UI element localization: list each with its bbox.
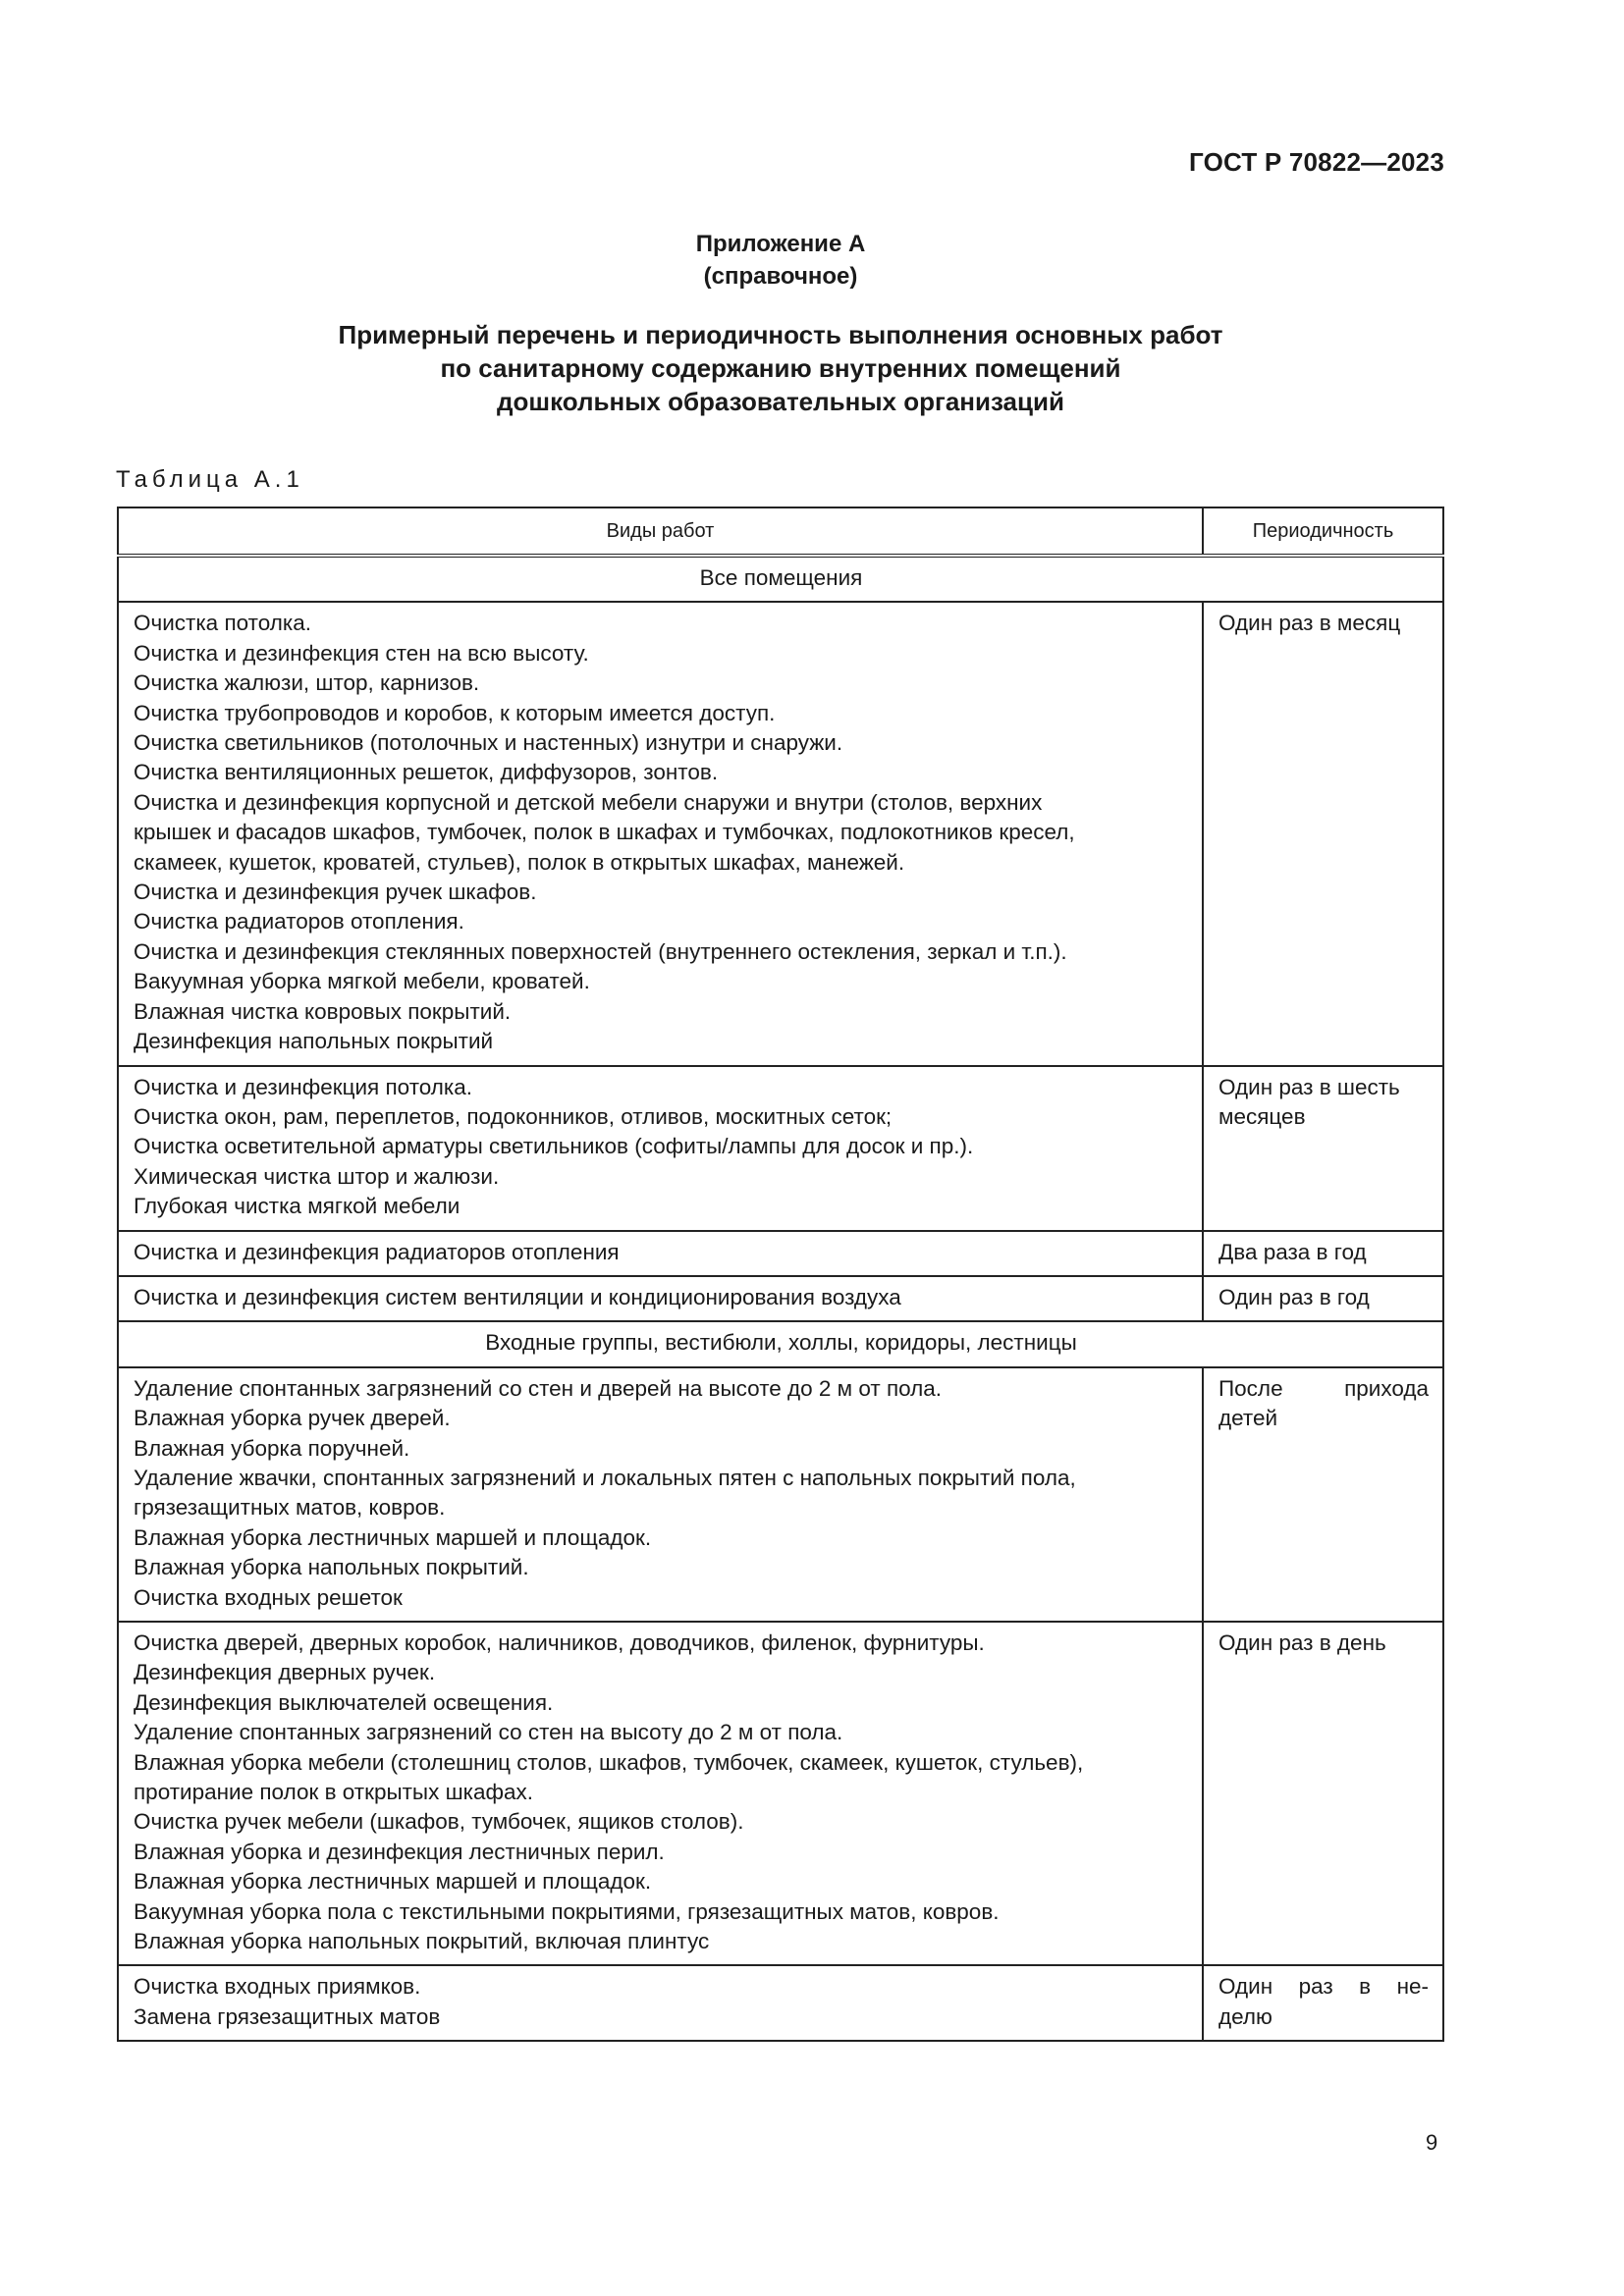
document-code: ГОСТ Р 70822—2023 [1189,147,1444,177]
work-item: Дезинфекция напольных покрытий [134,1029,494,1054]
table-row [118,1965,1443,2041]
work-item: Очистка светильников (потолочных и настенных) изнутри и снаружи. [134,730,843,756]
work-item: Влажная уборка лестничных маршей и площадок. [134,1524,652,1550]
works-cell [118,1367,1203,1622]
work-item: Вакуумная уборка пола с текстильными покрытиями, грязезащитных матов, ковров. [134,1898,1000,1924]
work-item: Удаление спонтанных загрязнений со стен и дверей на высоте до 2 м от пола. [134,1375,943,1401]
appendix-heading [0,228,1561,293]
work-item: Влажная уборка ручек дверей. [134,1406,451,1431]
works-cell: Очистка и дезинфекция радиаторов отопления [118,1231,1203,1276]
work-item: скамеек, кушеток, кроватей, стульев), полок в открытых шкафах, манежей. [134,849,905,875]
period-cell [1203,1965,1443,2041]
work-item: Влажная уборка напольных покрытий, включая плинтус [134,1929,710,1954]
period-line: Один раз в не- [1218,1974,1429,2000]
period-cell: Один раз в день [1203,1622,1443,1965]
period-cell: После прихода детей [1203,1367,1443,1622]
work-item: Очистка и дезинфекция потолка. [134,1074,472,1099]
work-item: Влажная уборка мебели (столешниц столов, шкафов, тумбочек, скамеек, кушеток, стульев), [134,1749,1084,1775]
title-line: Примерный перечень и периодичность выполнения основных работ [338,320,1223,349]
period-cell: Два раза в год [1203,1231,1443,1276]
appendix-type: (справочное) [703,263,858,290]
work-item: Очистка осветительной арматуры светильников (софиты/лампы для досок и пр.). [134,1134,974,1159]
period-cell: Один раз в месяц [1203,602,1443,1065]
table-row [118,1367,1443,1622]
works-cell [118,1066,1203,1231]
work-item: Очистка и дезинфекция стеклянных поверхностей (внутреннего остекления, зеркал и т.п.). [134,938,1067,964]
period-line: делю [1218,2003,1272,2029]
table-row [118,1622,1443,1965]
column-header-period: Периодичность [1203,507,1443,556]
work-item: Очистка входных приямков. [134,1974,421,2000]
table-caption: Таблица А.1 [116,466,304,493]
period-cell: Один раз в год [1203,1276,1443,1321]
section-title-all-rooms: Все помещения [118,556,1443,602]
work-item: Влажная уборка напольных покрытий. [134,1555,529,1580]
table-header-row [118,507,1443,556]
work-item: Очистка окон, рам, переплетов, подоконников, отливов, москитных сеток; [134,1103,893,1129]
appendix-title [0,318,1561,418]
table-row [118,1276,1443,1321]
title-line: дошкольных образовательных организаций [497,387,1064,416]
appendix-label: Приложение А [695,231,866,257]
section-row [118,1321,1443,1366]
work-item: Удаление жвачки, спонтанных загрязнений и локальных пятен с напольных покрытий пола, [134,1465,1076,1490]
work-item: Удаление спонтанных загрязнений со стен на высоту до 2 м от пола. [134,1720,843,1745]
title-line: по санитарному содержанию внутренних помещений [440,353,1121,383]
work-item: Очистка ручек мебели (шкафов, тумбочек, ящиков столов). [134,1809,744,1835]
work-item: Очистка дверей, дверных коробок, наличников, доводчиков, филенок, фурнитуры. [134,1630,985,1655]
works-cell [118,1622,1203,1965]
work-item: грязезащитных матов, ковров. [134,1495,446,1521]
work-item: Очистка жалюзи, штор, карнизов. [134,670,480,696]
works-cell: Очистка и дезинфекция систем вентиляции и кондиционирования воздуха [118,1276,1203,1321]
work-item: Дезинфекция дверных ручек. [134,1660,436,1685]
work-item: Замена грязезащитных матов [134,2003,441,2029]
work-item: Влажная уборка поручней. [134,1435,410,1461]
section-row [118,556,1443,602]
work-item: Глубокая чистка мягкой мебели [134,1194,460,1219]
work-item: Дезинфекция выключателей освещения. [134,1689,554,1715]
work-item: Очистка и дезинфекция стен на всю высоту. [134,640,589,666]
work-item: крышек и фасадов шкафов, тумбочек, полок в шкафах и тумбочках, подлокотников кресел, [134,820,1075,845]
work-item: Очистка и дезинфекция ручек шкафов. [134,880,537,905]
work-item: Влажная уборка и дезинфекция лестничных перил. [134,1839,665,1864]
work-item: Очистка радиаторов отопления. [134,909,464,934]
table-row [118,602,1443,1065]
work-item: Вакуумная уборка мягкой мебели, кроватей. [134,969,590,994]
work-item: Очистка вентиляционных решеток, диффузоров, зонтов. [134,760,719,785]
work-item: протирание полок в открытых шкафах. [134,1780,534,1805]
column-header-works: Виды работ [118,507,1203,556]
cleaning-schedule-table [117,507,1444,2042]
works-cell [118,1965,1203,2041]
work-item: Влажная уборка лестничных маршей и площадок. [134,1869,652,1895]
work-item: Очистка трубопроводов и коробов, к которым имеется доступ. [134,700,776,725]
table-row [118,1231,1443,1276]
period-cell: Один раз в шесть месяцев [1203,1066,1443,1231]
page-number: 9 [1426,2130,1438,2155]
table-row [118,1066,1443,1231]
work-item: Химическая чистка штор и жалюзи. [134,1163,500,1189]
work-item: Очистка потолка. [134,611,311,636]
work-item: Влажная чистка ковровых покрытий. [134,998,512,1024]
work-item: Очистка входных решеток [134,1584,403,1610]
section-title-entrance-groups: Входные группы, вестибюли, холлы, коридоры, лестницы [118,1321,1443,1366]
work-item: Очистка и дезинфекция корпусной и детской мебели снаружи и внутри (столов, верхних [134,789,1043,815]
works-cell [118,602,1203,1065]
